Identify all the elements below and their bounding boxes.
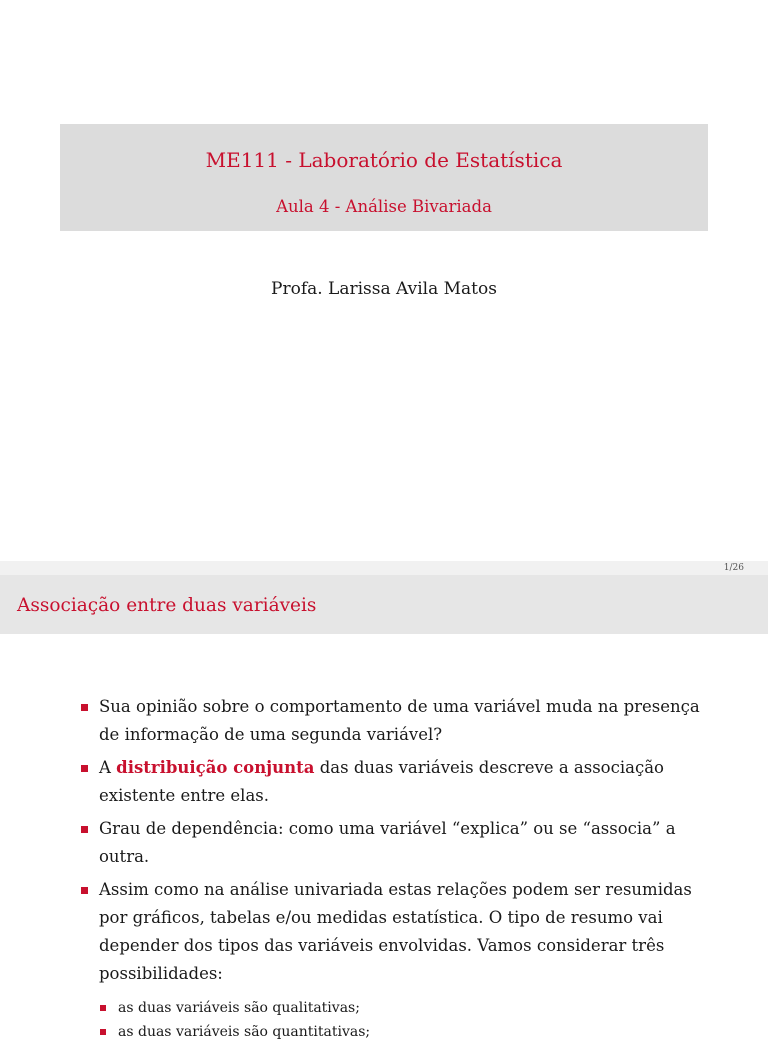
sub-bullet-text: as duas variáveis são quantitativas;: [118, 1024, 371, 1040]
bullet-square-icon: [81, 765, 88, 772]
author-name: Profa. Larissa Avila Matos: [271, 279, 497, 299]
presentation-title: ME111 - Laboratório de Estatística: [205, 148, 563, 172]
bullet-text-pre: A: [99, 758, 117, 777]
bullet-square-icon: [100, 1029, 106, 1035]
frame-title-bar: [0, 575, 768, 634]
bullet-text-post: das duas variáveis descreve a associação existente entre elas.: [99, 758, 664, 805]
list-item: [80, 876, 720, 1042]
bullet-list: [80, 693, 720, 1047]
list-item: [80, 815, 720, 871]
bullet-text: Sua opinião sobre o comportamento de uma variável muda na presença de informação de uma segunda variável?: [99, 697, 700, 744]
page-number: 1/26: [723, 563, 744, 573]
bullet-square-icon: [81, 826, 88, 833]
sub-list-item: [99, 998, 720, 1018]
presentation-subtitle: Aula 4 - Análise Bivariada: [276, 197, 492, 216]
title-box: [60, 124, 708, 231]
list-item: [80, 693, 720, 749]
bullet-text: Assim como na análise univariada estas relações podem ser resumidas por gráficos, tabelas e/ou medidas estatística. O tipo de resumo vai depender dos tipos das variáveis envolvidas. Vamos considerar três possibilidades:: [99, 880, 692, 983]
sub-bullet-list: [99, 998, 720, 1042]
sub-list-item: [99, 1022, 720, 1042]
slide-separator: [0, 561, 768, 575]
bullet-square-icon: [81, 704, 88, 711]
highlight-term: distribuição conjunta: [116, 758, 315, 777]
frame-title: Associação entre duas variáveis: [17, 595, 317, 616]
bullet-square-icon: [100, 1005, 106, 1011]
list-item: [80, 754, 720, 810]
bullet-square-icon: [81, 887, 88, 894]
bullet-text: Grau de dependência: como uma variável “explica” ou se “associa” a outra.: [99, 819, 676, 866]
sub-bullet-text: as duas variáveis são qualitativas;: [118, 1000, 360, 1016]
